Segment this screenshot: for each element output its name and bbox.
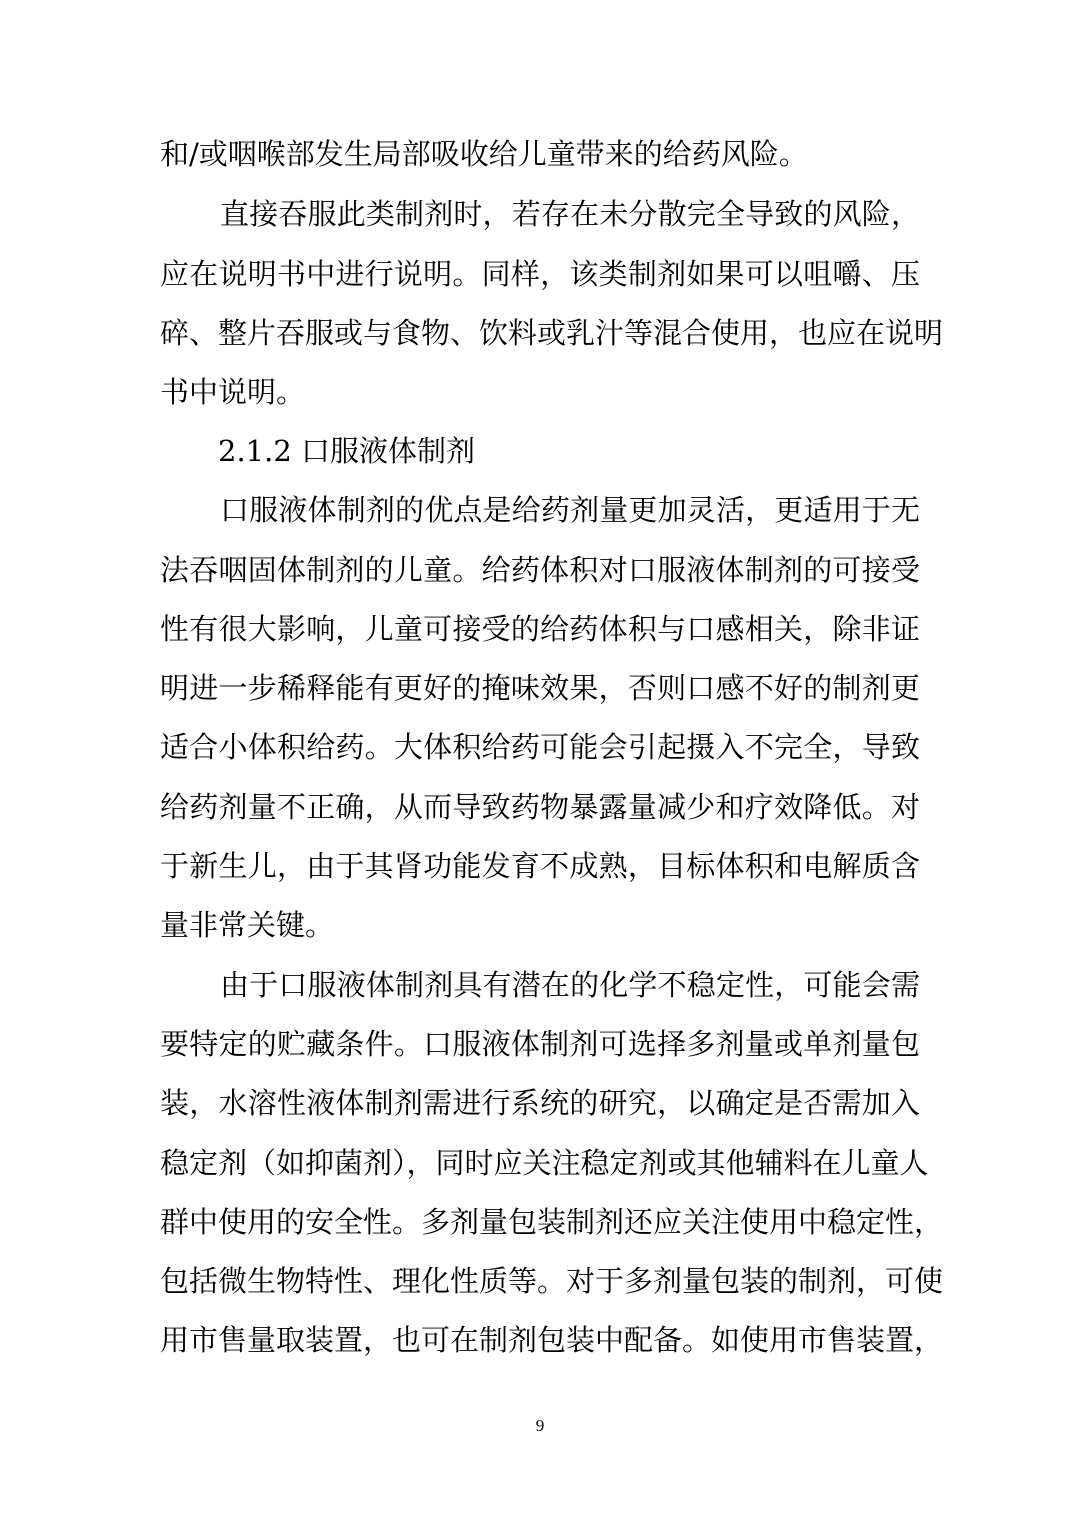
paragraph-line: 给药剂量不正确，从而导致药物暴露量减少和疗效降低。对 — [160, 790, 920, 824]
paragraph-line: 要特定的贮藏条件。口服液体制剂可选择多剂量或单剂量包 — [160, 1027, 920, 1061]
paragraph-line: 应在说明书中进行说明。同样，该类制剂如果可以咀嚼、压 — [160, 257, 920, 291]
paragraph-line: 直接吞服此类制剂时，若存在未分散完全导致的风险， — [220, 197, 920, 231]
paragraph-line: 稳定剂（如抑菌剂），同时应关注稳定剂或其他辅料在儿童人 — [160, 1146, 929, 1180]
paragraph-line: 性有很大影响，儿童可接受的给药体积与口感相关，除非证 — [160, 612, 920, 646]
paragraph-line: 用市售量取装置，也可在制剂包装中配备。如使用市售装置， — [160, 1323, 944, 1357]
paragraph-line: 群中使用的安全性。多剂量包装制剂还应关注使用中稳定性， — [160, 1205, 944, 1239]
paragraph-line: 量非常关键。 — [160, 908, 335, 942]
page-number: 9 — [535, 1416, 545, 1435]
paragraph-line: 适合小体积给药。大体积给药可能会引起摄入不完全，导致 — [160, 730, 920, 764]
paragraph-line: 于新生儿，由于其肾功能发育不成熟，目标体积和电解质含 — [160, 849, 920, 883]
paragraph-line: 书中说明。 — [160, 375, 306, 409]
section-heading: 2.1.2 口服液体制剂 — [218, 434, 476, 468]
paragraph-line: 明进一步稀释能有更好的掩味效果，否则口感不好的制剂更 — [160, 671, 920, 705]
paragraph-line: 碎、整片吞服或与食物、饮料或乳汁等混合使用，也应在说明 — [160, 316, 944, 350]
paragraph-line: 装，水溶性液体制剂需进行系统的研究，以确定是否需加入 — [160, 1086, 920, 1120]
paragraph-line: 法吞咽固体制剂的儿童。给药体积对口服液体制剂的可接受 — [160, 553, 920, 587]
paragraph-line: 由于口服液体制剂具有潜在的化学不稳定性，可能会需 — [220, 968, 920, 1002]
paragraph-line: 和/或咽喉部发生局部吸收给儿童带来的给药风险。 — [160, 137, 808, 171]
paragraph-line: 口服液体制剂的优点是给药剂量更加灵活，更适用于无 — [220, 493, 920, 527]
paragraph-line: 包括微生物特性、理化性质等。对于多剂量包装的制剂，可使 — [160, 1264, 944, 1298]
